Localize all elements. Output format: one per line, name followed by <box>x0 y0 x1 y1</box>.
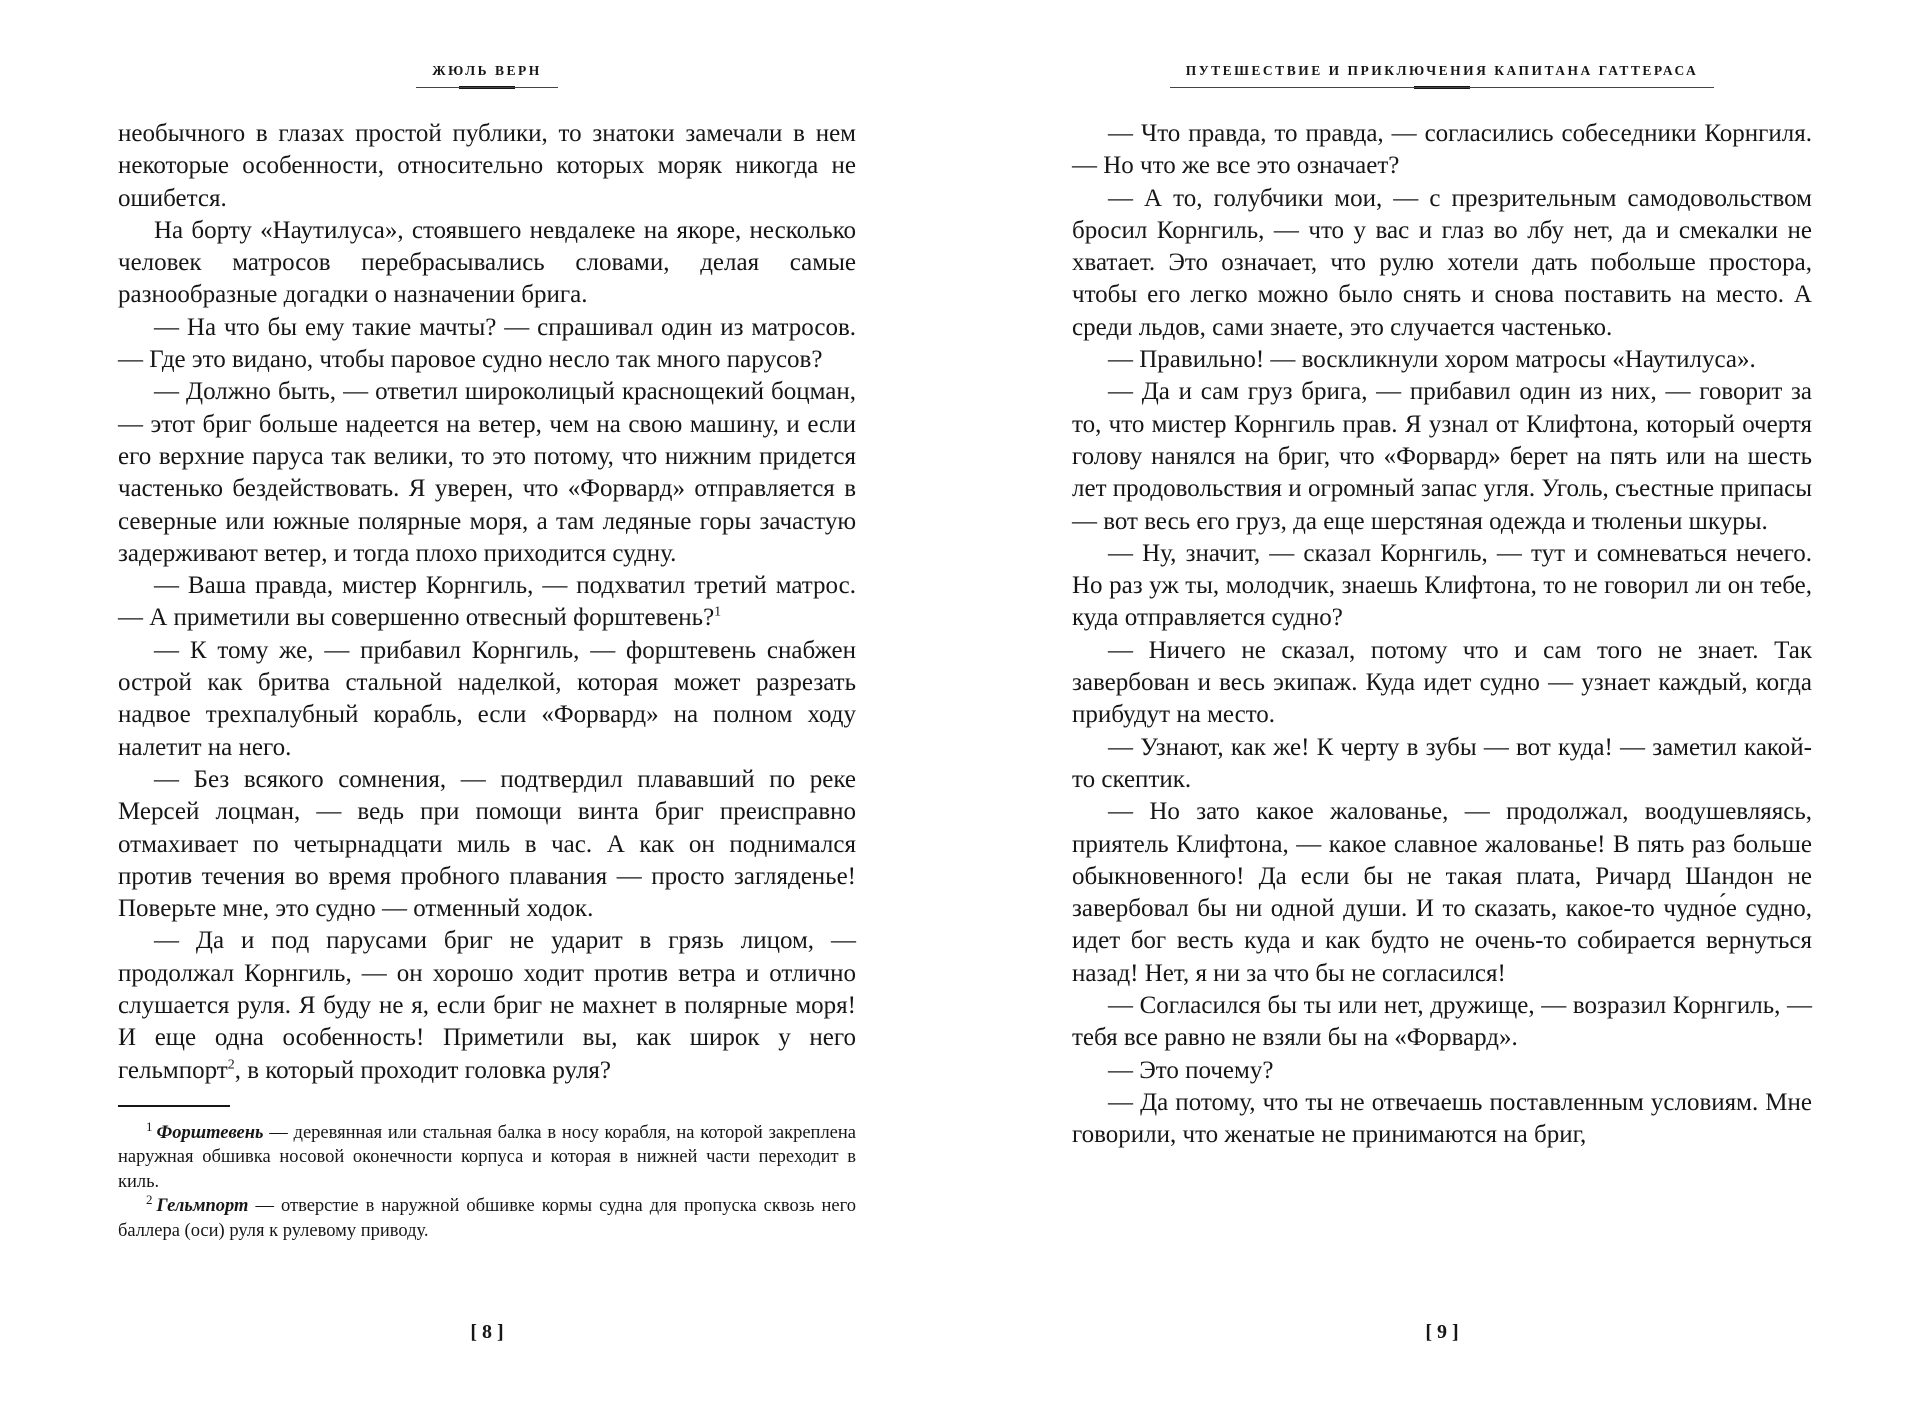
paragraph: — Это почему? <box>1108 1056 1274 1084</box>
paragraph: — Правильно! — воскликнули хором матросы «Наутилуса». <box>1108 346 1756 374</box>
right-page-body <box>1072 118 1812 1152</box>
paragraph: — Без всякого сомнения, — подтвердил плававший по реке Мерсей лоцман, — ведь при помощи винта бриг преисправно отмахивает по четырнадцати миль в час. А как он поднимался против течения во время пробного плавания — просто загляденье! Поверьте мне, это судно — отменный ходок. <box>118 765 856 923</box>
paragraph: — Должно быть, — ответил широколицый краснощекий боцман, — этот бриг больше надеется на ветер, чем на свою машину, и если его верхние паруса так велики, то это потому, что нижним придется частенько бездействовать. Я уверен, что «Форвард» отправляется в северные или южные полярные моря, а там ледяные горы зачастую задерживают ветер, и тогда плохо приходится судну. <box>118 378 856 567</box>
paragraph: — К тому же, — прибавил Корнгиль, — форштевень снабжен острой как бритва стальной наделкой, которая может разрезать надвое трехпалубный корабль, если «Форвард» на полном ходу налетит на него. <box>118 636 856 761</box>
footnote-number: 1 <box>146 1118 153 1134</box>
page-number-right: [ 9 ] <box>1425 1321 1459 1343</box>
page-number-left: [ 8 ] <box>470 1321 504 1343</box>
paragraph: — Узнают, как же! К черту в зубы — вот куда! — заметил какой-то скептик. <box>1072 733 1812 793</box>
footnote-term: Форштевень <box>156 1122 264 1143</box>
book-title: ПУТЕШЕСТВИЕ И ПРИКЛЮЧЕНИЯ КАПИТАНА ГАТТЕРАСА <box>1170 63 1715 88</box>
footnote-2 <box>118 1194 856 1243</box>
paragraph <box>118 925 856 1086</box>
paragraph: — На что бы ему такие мачты? — спрашивал один из матросов. — Где это видано, чтобы паровое судно несло так много парусов? <box>118 313 856 374</box>
footnote-text: — отверстие в наружной обшивке кормы судна для пропуска сквозь него баллера (оси) руля к рулевому приводу. <box>118 1196 856 1241</box>
right-page <box>1072 0 1812 1418</box>
left-page <box>118 0 856 1418</box>
footnote-term: Гельмпорт <box>156 1196 249 1217</box>
footnotes <box>118 1118 856 1244</box>
footnote-ref-1[interactable]: 1 <box>714 605 722 621</box>
paragraph: — Что правда, то правда, — согласились собеседники Корнгиля. — Но что же все это означает? <box>1072 120 1812 180</box>
paragraph-text-continued: , в который проходит головка руля? <box>234 1056 612 1084</box>
footnote-number: 2 <box>146 1192 153 1208</box>
running-head-left <box>118 0 856 102</box>
footnote-divider <box>118 1105 230 1107</box>
paragraph: — Согласился бы ты или нет, дружище, — возразил Корнгиль, — тебя все равно не взяли бы на «Форвард». <box>1072 992 1812 1052</box>
paragraph: — Но зато какое жалованье, — продолжал, воодушевляясь, приятель Клифтона, — какое славное жалованье! В пять раз больше обыкновенного! Да если бы не такая плата, Ричард Шандон не завербовал бы ни одной души. И то сказать, какое-то чудно́е судно, идет бог весть куда и как будто не очень-то собирается вернуться назад! Нет, я ни за что бы не согласился! <box>1072 798 1812 987</box>
paragraph: необычного в глазах простой публики, то знатоки замечали в нем некоторые особенности, относительно которых моряк никогда не ошибется. <box>118 120 856 212</box>
paragraph-text: — Ваша правда, мистер Корнгиль, — подхватил третий матрос. — А приметили вы совершенно отвесный форштевень? <box>118 572 856 632</box>
paragraph: — Ничего не сказал, потому что и сам того не знает. Так завербован и весь экипаж. Куда идет судно — узнает каждый, когда прибудут на место. <box>1072 636 1812 729</box>
footnote-text: — деревянная или стальная балка в носу корабля, на которой закреплена наружная обшивка носовой оконечности корпуса и которая в нижней части переходит в киль. <box>118 1122 856 1192</box>
running-head-right <box>1072 0 1812 102</box>
paragraph-text: — Да и под парусами бриг не ударит в грязь лицом, — продолжал Корнгиль, — он хорошо ходит против ветра и отлично слушается руля. Я буду не я, если бриг не махнет в полярные моря! И еще одна особенность! Приметили вы, как широк у него гельмпорт <box>118 927 856 1084</box>
paragraph: — А то, голубчики мои, — с презрительным самодовольством бросил Корнгиль, — что у вас и глаз во лбу нет, да и смекалки не хватает. Это означает, что рулю хотели дать побольше простора, чтобы его легко можно было снять и снова поставить на место. А среди льдов, сами знаете, это случается частенько. <box>1072 184 1812 341</box>
footnote-1 <box>118 1118 856 1195</box>
paragraph <box>118 570 856 635</box>
left-page-body <box>118 118 856 1087</box>
paragraph: — Да и сам груз брига, — прибавил один из них, — говорит за то, что мистер Корнгиль прав. Я узнал от Клифтона, который очертя голову нанялся на бриг, что «Форвард» берет на пять или на шесть лет продовольствия и огромный запас угля. Уголь, съестные припасы — вот весь его груз, да еще шерстяная одежда и тюленьи шкуры. <box>1072 378 1812 535</box>
paragraph: На борту «Наутилуса», стоявшего невдалеке на якоре, несколько человек матросов перебрасывались словами, делая самые разнообразные догадки о назначении брига. <box>118 216 856 309</box>
footnote-ref-2[interactable]: 2 <box>227 1057 235 1073</box>
paragraph: — Ну, значит, — сказал Корнгиль, — тут и сомневаться нечего. Но раз уж ты, молодчик, знаешь Клифтона, то не говорил ли он тебе, куда отправляется судно? <box>1072 539 1812 632</box>
paragraph: — Да потому, что ты не отвечаешь поставленным условиям. Мне говорили, что женатые не принимаются на бриг, <box>1072 1088 1812 1149</box>
author-name: ЖЮЛЬ ВЕРН <box>416 63 558 88</box>
